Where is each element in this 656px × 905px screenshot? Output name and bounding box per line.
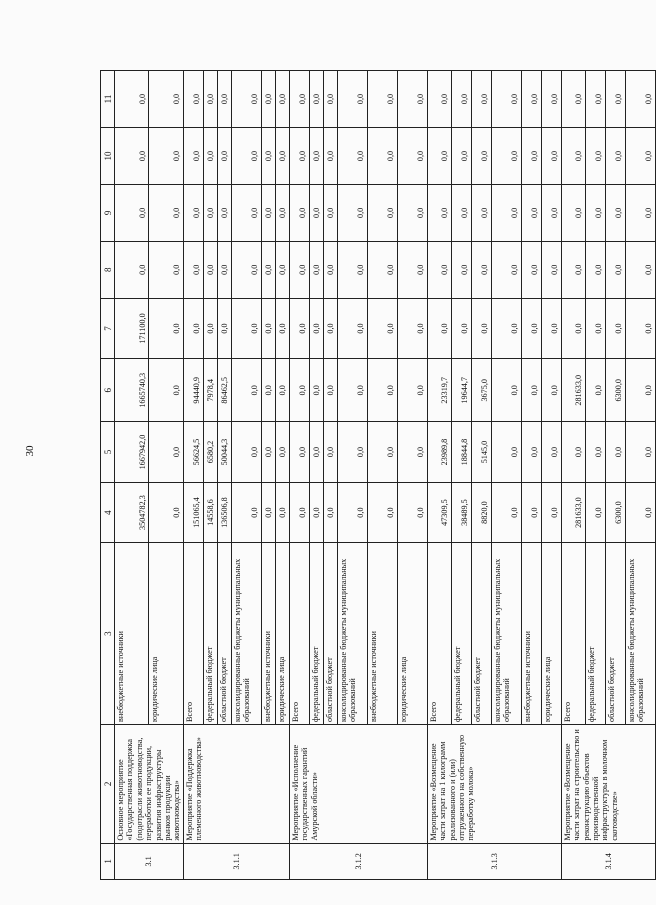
value-cell: 0,0 [261,482,275,543]
value-cell: 0,0 [605,71,625,128]
value-cell: 0,0 [149,482,183,543]
value-cell: 6300,0 [605,482,625,543]
value-cell: 0,0 [491,184,521,241]
value-cell: 0,0 [605,184,625,241]
value-cell: 14558,6 [203,482,217,543]
value-cell: 0,0 [337,184,367,241]
value-cell: 0,0 [289,359,309,422]
value-cell: 0,0 [427,241,451,298]
header-cell: 11 [101,71,115,128]
value-cell: 0,0 [203,71,217,128]
value-cell: 0,0 [367,128,397,185]
row-number-cell: 3.1 [115,843,184,879]
header-cell: 1 [101,843,115,879]
value-cell: 0,0 [289,422,309,483]
page-number: 30 [24,445,36,457]
value-cell: 0,0 [183,298,203,359]
value-cell: 0,0 [427,184,451,241]
value-cell: 0,0 [625,422,655,483]
header-cell: 9 [101,184,115,241]
funding-source-cell: областной бюджет [323,543,337,725]
value-cell: 0,0 [451,184,471,241]
funding-source-cell: федеральный бюджет [309,543,323,725]
value-cell: 0,0 [605,128,625,185]
event-name-cell: Основное мероприятие «Государственная поддержка (подотрасли животноводства, переработки ее продукции, развития инфраструктуры рынков продукции животноводства» [115,725,184,844]
value-cell: 0,0 [203,298,217,359]
value-cell: 0,0 [115,241,149,298]
value-cell: 0,0 [323,482,337,543]
value-cell: 0,0 [397,184,427,241]
value-cell: 47309,5 [427,482,451,543]
value-cell: 0,0 [337,422,367,483]
value-cell: 0,0 [585,482,605,543]
value-cell: 0,0 [309,422,323,483]
value-cell: 0,0 [309,71,323,128]
value-cell: 1665740,3 [115,359,149,422]
value-cell: 0,0 [231,128,261,185]
value-cell: 0,0 [183,241,203,298]
value-cell: 0,0 [367,71,397,128]
value-cell: 0,0 [275,241,289,298]
value-cell: 0,0 [323,298,337,359]
value-cell: 0,0 [471,298,491,359]
value-cell: 0,0 [367,422,397,483]
value-cell: 0,0 [231,241,261,298]
funding-source-cell: областной бюджет [217,543,231,725]
header-cell: 7 [101,298,115,359]
financing-table [100,70,656,880]
value-cell: 0,0 [217,241,231,298]
funding-source-cell: Всего [427,543,451,725]
table-row [427,71,451,880]
value-cell: 0,0 [323,71,337,128]
row-number-cell: 3.1.1 [183,843,289,879]
funding-source-cell: юридические лица [149,543,183,725]
value-cell: 0,0 [289,241,309,298]
value-cell: 18844,8 [451,422,471,483]
value-cell: 0,0 [149,298,183,359]
value-cell: 0,0 [541,128,561,185]
value-cell: 6300,0 [605,359,625,422]
row-number-cell: 3.1.3 [427,843,561,879]
value-cell: 0,0 [367,241,397,298]
value-cell: 0,0 [323,184,337,241]
value-cell: 0,0 [541,184,561,241]
value-cell: 0,0 [367,359,397,422]
value-cell: 0,0 [337,241,367,298]
value-cell: 171100,0 [115,298,149,359]
value-cell: 56624,5 [183,422,203,483]
value-cell: 0,0 [521,298,541,359]
table-row [115,71,149,880]
value-cell: 0,0 [289,298,309,359]
value-cell: 0,0 [491,241,521,298]
header-cell: 6 [101,359,115,422]
value-cell: 0,0 [541,298,561,359]
value-cell: 0,0 [231,422,261,483]
value-cell: 0,0 [561,128,585,185]
value-cell: 0,0 [541,359,561,422]
value-cell: 0,0 [337,482,367,543]
value-cell: 281633,0 [561,359,585,422]
header-cell: 4 [101,482,115,543]
value-cell: 0,0 [585,128,605,185]
value-cell: 0,0 [337,128,367,185]
value-cell: 0,0 [541,482,561,543]
value-cell: 0,0 [323,422,337,483]
value-cell: 0,0 [471,71,491,128]
value-cell: 0,0 [261,359,275,422]
value-cell: 1667942,0 [115,422,149,483]
row-number-cell: 3.1.4 [561,843,655,879]
value-cell: 0,0 [625,128,655,185]
value-cell: 0,0 [275,482,289,543]
header-cell: 10 [101,128,115,185]
value-cell: 0,0 [261,241,275,298]
value-cell: 0,0 [275,128,289,185]
value-cell: 0,0 [521,241,541,298]
value-cell: 0,0 [289,482,309,543]
value-cell: 0,0 [149,71,183,128]
value-cell: 23319,7 [427,359,451,422]
value-cell: 0,0 [261,422,275,483]
value-cell: 0,0 [491,422,521,483]
value-cell: 0,0 [585,71,605,128]
value-cell: 0,0 [427,298,451,359]
value-cell: 0,0 [397,241,427,298]
value-cell: 0,0 [203,184,217,241]
value-cell: 0,0 [203,128,217,185]
value-cell: 6580,2 [203,422,217,483]
value-cell: 0,0 [275,422,289,483]
value-cell: 0,0 [337,359,367,422]
value-cell: 0,0 [491,71,521,128]
value-cell: 0,0 [275,359,289,422]
value-cell: 0,0 [585,298,605,359]
funding-source-cell: внебюджетные источники [115,543,149,725]
value-cell: 0,0 [149,128,183,185]
value-cell: 0,0 [275,71,289,128]
funding-source-cell: консолидированные бюджеты муниципальных образований [491,543,521,725]
value-cell: 0,0 [217,184,231,241]
value-cell: 0,0 [585,359,605,422]
funding-source-cell: юридические лица [275,543,289,725]
value-cell: 0,0 [561,184,585,241]
funding-source-cell: Всего [561,543,585,725]
funding-source-cell: федеральный бюджет [203,543,217,725]
value-cell: 0,0 [521,422,541,483]
funding-source-cell: консолидированные бюджеты муниципальных образований [337,543,367,725]
value-cell: 0,0 [289,128,309,185]
value-cell: 0,0 [231,482,261,543]
value-cell: 0,0 [261,298,275,359]
value-cell: 0,0 [261,184,275,241]
value-cell: 0,0 [491,128,521,185]
value-cell: 23989,8 [427,422,451,483]
value-cell: 0,0 [115,184,149,241]
value-cell: 0,0 [183,128,203,185]
value-cell: 0,0 [183,71,203,128]
value-cell: 0,0 [367,184,397,241]
value-cell: 0,0 [585,422,605,483]
value-cell: 0,0 [275,298,289,359]
value-cell: 0,0 [427,128,451,185]
value-cell: 0,0 [337,71,367,128]
value-cell: 0,0 [625,359,655,422]
value-cell: 3504782,3 [115,482,149,543]
value-cell: 19644,7 [451,359,471,422]
value-cell: 0,0 [605,298,625,359]
funding-source-cell: юридические лица [541,543,561,725]
table-container [100,70,654,880]
value-cell: 0,0 [309,359,323,422]
value-cell: 0,0 [397,128,427,185]
value-cell: 0,0 [323,128,337,185]
value-cell: 0,0 [585,241,605,298]
funding-source-cell: внебюджетные источники [367,543,397,725]
funding-source-cell: консолидированные бюджеты муниципальных образований [231,543,261,725]
value-cell: 0,0 [541,71,561,128]
value-cell: 281633,0 [561,482,585,543]
value-cell: 0,0 [367,482,397,543]
value-cell: 0,0 [323,241,337,298]
value-cell: 0,0 [115,128,149,185]
value-cell: 0,0 [605,241,625,298]
value-cell: 0,0 [309,298,323,359]
funding-source-cell: федеральный бюджет [585,543,605,725]
value-cell: 3675,0 [471,359,491,422]
value-cell: 0,0 [309,241,323,298]
value-cell: 0,0 [397,422,427,483]
value-cell: 0,0 [521,359,541,422]
row-number-cell: 3.1.2 [289,843,427,879]
funding-source-cell: областной бюджет [471,543,491,725]
value-cell: 0,0 [397,298,427,359]
header-cell: 3 [101,543,115,725]
value-cell: 0,0 [183,184,203,241]
value-cell: 0,0 [427,71,451,128]
value-cell: 151065,4 [183,482,203,543]
value-cell: 0,0 [471,128,491,185]
value-cell: 0,0 [261,128,275,185]
rotated-page-content [100,70,654,880]
value-cell: 0,0 [309,482,323,543]
value-cell: 0,0 [231,359,261,422]
value-cell: 0,0 [451,128,471,185]
value-cell: 94440,9 [183,359,203,422]
header-cell: 5 [101,422,115,483]
header-cell: 8 [101,241,115,298]
value-cell: 0,0 [585,184,605,241]
value-cell: 0,0 [625,241,655,298]
value-cell: 0,0 [115,71,149,128]
funding-source-cell: Всего [289,543,309,725]
value-cell: 0,0 [289,184,309,241]
value-cell: 136506,8 [217,482,231,543]
value-cell: 0,0 [561,71,585,128]
value-cell: 0,0 [367,298,397,359]
value-cell: 0,0 [491,359,521,422]
value-cell: 0,0 [561,422,585,483]
funding-source-cell: консолидированные бюджеты муниципальных образований [625,543,655,725]
value-cell: 0,0 [625,71,655,128]
value-cell: 8820,0 [471,482,491,543]
table-body [101,71,656,880]
funding-source-cell: юридические лица [397,543,427,725]
funding-source-cell: областной бюджет [605,543,625,725]
value-cell: 0,0 [397,71,427,128]
value-cell: 86462,5 [217,359,231,422]
value-cell: 0,0 [451,298,471,359]
value-cell: 0,0 [217,298,231,359]
value-cell: 0,0 [203,241,217,298]
value-cell: 0,0 [561,241,585,298]
value-cell: 5145,0 [471,422,491,483]
value-cell: 0,0 [217,128,231,185]
value-cell: 0,0 [149,359,183,422]
value-cell: 0,0 [541,422,561,483]
event-name-cell: Мероприятие «Поддержка племенного животноводства» [183,725,289,844]
value-cell: 0,0 [491,482,521,543]
value-cell: 0,0 [261,71,275,128]
value-cell: 0,0 [231,184,261,241]
value-cell: 0,0 [217,71,231,128]
value-cell: 0,0 [471,184,491,241]
table-row [561,71,585,880]
value-cell: 0,0 [289,71,309,128]
value-cell: 0,0 [397,482,427,543]
value-cell: 0,0 [541,241,561,298]
value-cell: 0,0 [521,71,541,128]
funding-source-cell: федеральный бюджет [451,543,471,725]
value-cell: 0,0 [309,184,323,241]
funding-source-cell: внебюджетные источники [261,543,275,725]
value-cell: 0,0 [149,422,183,483]
value-cell: 0,0 [521,128,541,185]
value-cell: 50044,3 [217,422,231,483]
value-cell: 0,0 [471,241,491,298]
event-name-cell: Мероприятие «Возмещение части затрат на 1 килограмм реализованного и (или) отгруженного на собственную переработку молока» [427,725,561,844]
value-cell: 0,0 [149,184,183,241]
value-cell: 0,0 [337,298,367,359]
value-cell: 0,0 [451,241,471,298]
value-cell: 0,0 [149,241,183,298]
event-name-cell: Мероприятие «Исполнение государственных гарантий Амурской области» [289,725,427,844]
value-cell: 0,0 [231,298,261,359]
value-cell: 38489,5 [451,482,471,543]
value-cell: 0,0 [451,71,471,128]
value-cell: 0,0 [275,184,289,241]
value-cell: 0,0 [323,359,337,422]
value-cell: 0,0 [625,298,655,359]
table-row [289,71,309,880]
value-cell: 0,0 [521,482,541,543]
value-cell: 0,0 [605,422,625,483]
header-cell: 2 [101,725,115,844]
table-row [183,71,203,880]
funding-source-cell: внебюджетные источники [521,543,541,725]
value-cell: 0,0 [231,71,261,128]
header-row [101,71,115,880]
value-cell: 0,0 [625,184,655,241]
funding-source-cell: Всего [183,543,203,725]
value-cell: 0,0 [561,298,585,359]
value-cell: 0,0 [309,128,323,185]
event-name-cell: Мероприятие «Возмещение части затрат на строительство и реконструкцию объектов производственной инфраструктуры в молочном скотоводстве» [561,725,655,844]
value-cell: 7978,4 [203,359,217,422]
value-cell: 0,0 [625,482,655,543]
value-cell: 0,0 [397,359,427,422]
value-cell: 0,0 [491,298,521,359]
value-cell: 0,0 [521,184,541,241]
